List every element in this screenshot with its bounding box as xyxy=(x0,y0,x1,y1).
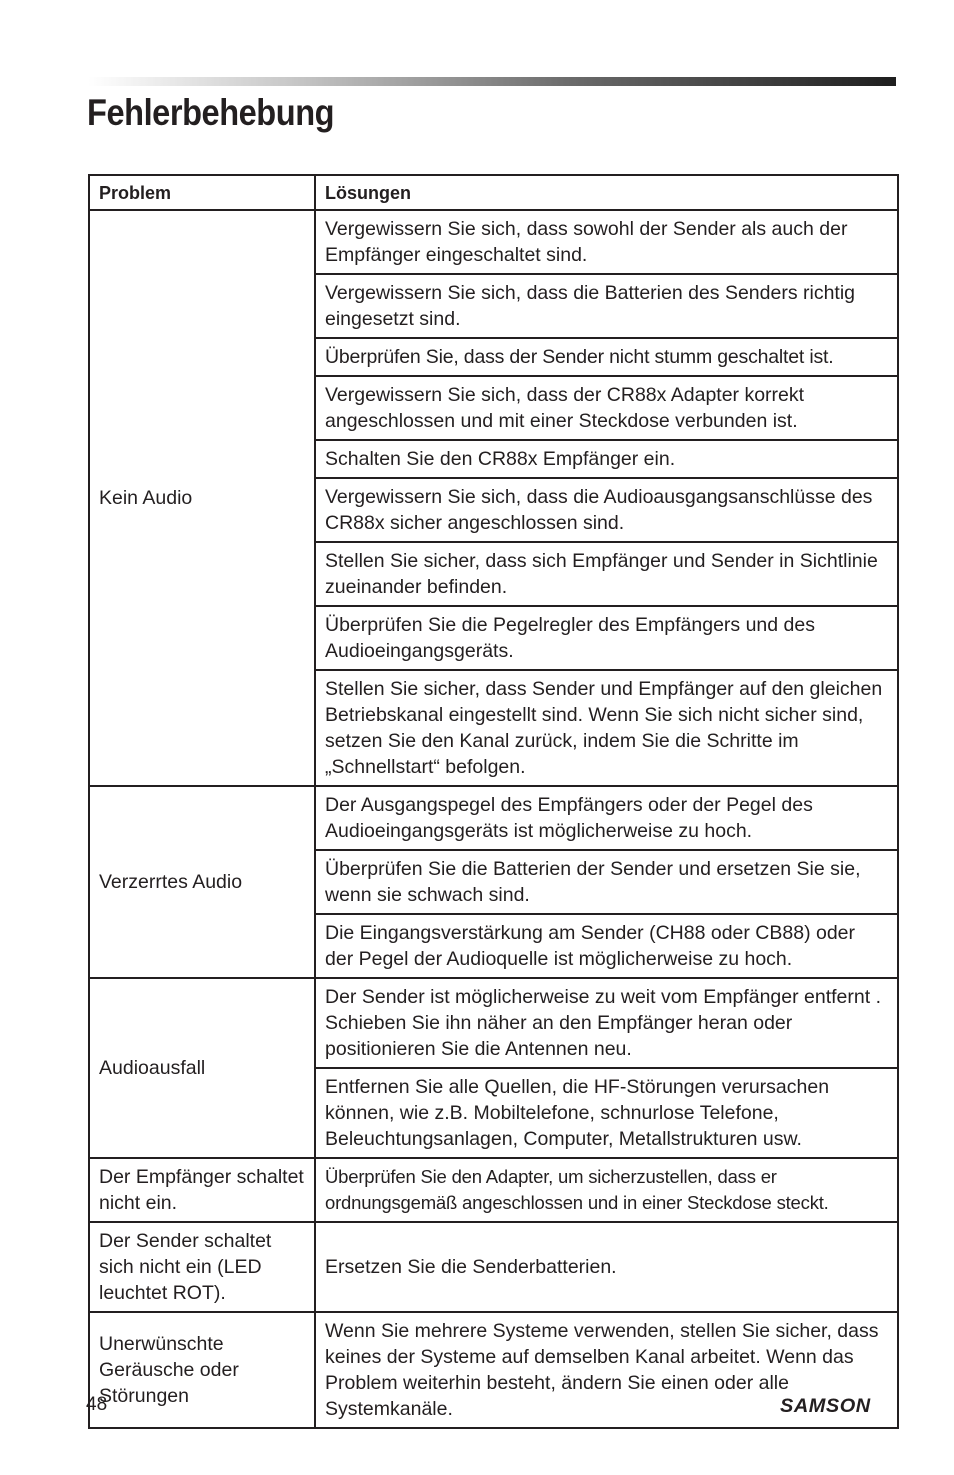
solution-cell: Wenn Sie mehrere Systeme verwenden, stellen Sie sicher, dass keines der Systeme auf demselben Kanal arbeitet. Wenn das Problem weiterhin besteht, ändern Sie einen oder alle Systemkanäle. xyxy=(315,1312,898,1428)
problem-cell: Kein Audio xyxy=(89,210,315,786)
table-row xyxy=(89,978,898,1068)
problem-cell: Audioausfall xyxy=(89,978,315,1158)
table-row xyxy=(89,1158,898,1222)
problem-cell: Verzerrtes Audio xyxy=(89,786,315,978)
solution-cell: Vergewissern Sie sich, dass die Batterien des Senders richtig eingesetzt sind. xyxy=(315,274,898,338)
table-row xyxy=(89,786,898,850)
solution-cell: Ersetzen Sie die Senderbatterien. xyxy=(315,1222,898,1312)
header-solutions: Lösungen xyxy=(315,175,898,210)
solution-cell: Stellen Sie sicher, dass Sender und Empfänger auf den gleichen Betriebskanal eingestellt sind. Wenn Sie sich nicht sicher sind, setzen Sie den Kanal zurück, indem Sie die Schritte im „Schnellstart“ befolgen. xyxy=(315,670,898,786)
problem-cell: Der Empfänger schaltet nicht ein. xyxy=(89,1158,315,1222)
solution-cell: Entfernen Sie alle Quellen, die HF-Störungen verursachen können, wie z.B. Mobiltelefone, schnurlose Telefone, Beleuchtungsanlagen, Computer, Metallstrukturen usw. xyxy=(315,1068,898,1158)
solution-cell: Überprüfen Sie die Pegelregler des Empfängers und des Audioeingangsgeräts. xyxy=(315,606,898,670)
problem-cell: Unerwünschte Geräusche oder Störungen xyxy=(89,1312,315,1428)
solution-cell: Überprüfen Sie, dass der Sender nicht stumm geschaltet ist. xyxy=(315,338,898,376)
solution-cell: Vergewissern Sie sich, dass sowohl der Sender als auch der Empfänger eingeschaltet sind. xyxy=(315,210,898,274)
troubleshooting-table xyxy=(88,174,899,1429)
page-title: Fehlerbehebung xyxy=(87,92,335,133)
solution-cell: Der Sender ist möglicherweise zu weit vom Empfänger entfernt . Schieben Sie ihn näher an den Empfänger heran oder positionieren Sie die Antennen neu. xyxy=(315,978,898,1068)
solution-cell: Der Ausgangspegel des Empfängers oder der Pegel des Audioeingangsgeräts ist möglicherweise zu hoch. xyxy=(315,786,898,850)
header-problem: Problem xyxy=(89,175,315,210)
table-row xyxy=(89,210,898,274)
solution-cell: Die Eingangsverstärkung am Sender (CH88 oder CB88) oder der Pegel der Audioquelle ist möglicherweise zu hoch. xyxy=(315,914,898,978)
solution-cell: Vergewissern Sie sich, dass der CR88x Adapter korrekt angeschlossen und mit einer Steckdose verbunden ist. xyxy=(315,376,898,440)
problem-cell: Der Sender schaltet sich nicht ein (LED leuchtet ROT). xyxy=(89,1222,315,1312)
table-header-row xyxy=(89,175,898,210)
header-rule xyxy=(88,77,896,86)
solution-cell: Schalten Sie den CR88x Empfänger ein. xyxy=(315,440,898,478)
solution-cell: Vergewissern Sie sich, dass die Audioausgangsanschlüsse des CR88x sicher angeschlossen sind. xyxy=(315,478,898,542)
solution-cell: Überprüfen Sie den Adapter, um sicherzustellen, dass er ordnungsgemäß angeschlossen und in einer Steckdose steckt. xyxy=(315,1158,898,1222)
solution-cell: Überprüfen Sie die Batterien der Sender und ersetzen Sie sie, wenn sie schwach sind. xyxy=(315,850,898,914)
page-number: 48 xyxy=(86,1394,108,1415)
samson-logo: SAMSON xyxy=(780,1396,871,1417)
table-row xyxy=(89,1222,898,1312)
table-row xyxy=(89,1312,898,1428)
solution-cell: Stellen Sie sicher, dass sich Empfänger und Sender in Sichtlinie zueinander befinden. xyxy=(315,542,898,606)
